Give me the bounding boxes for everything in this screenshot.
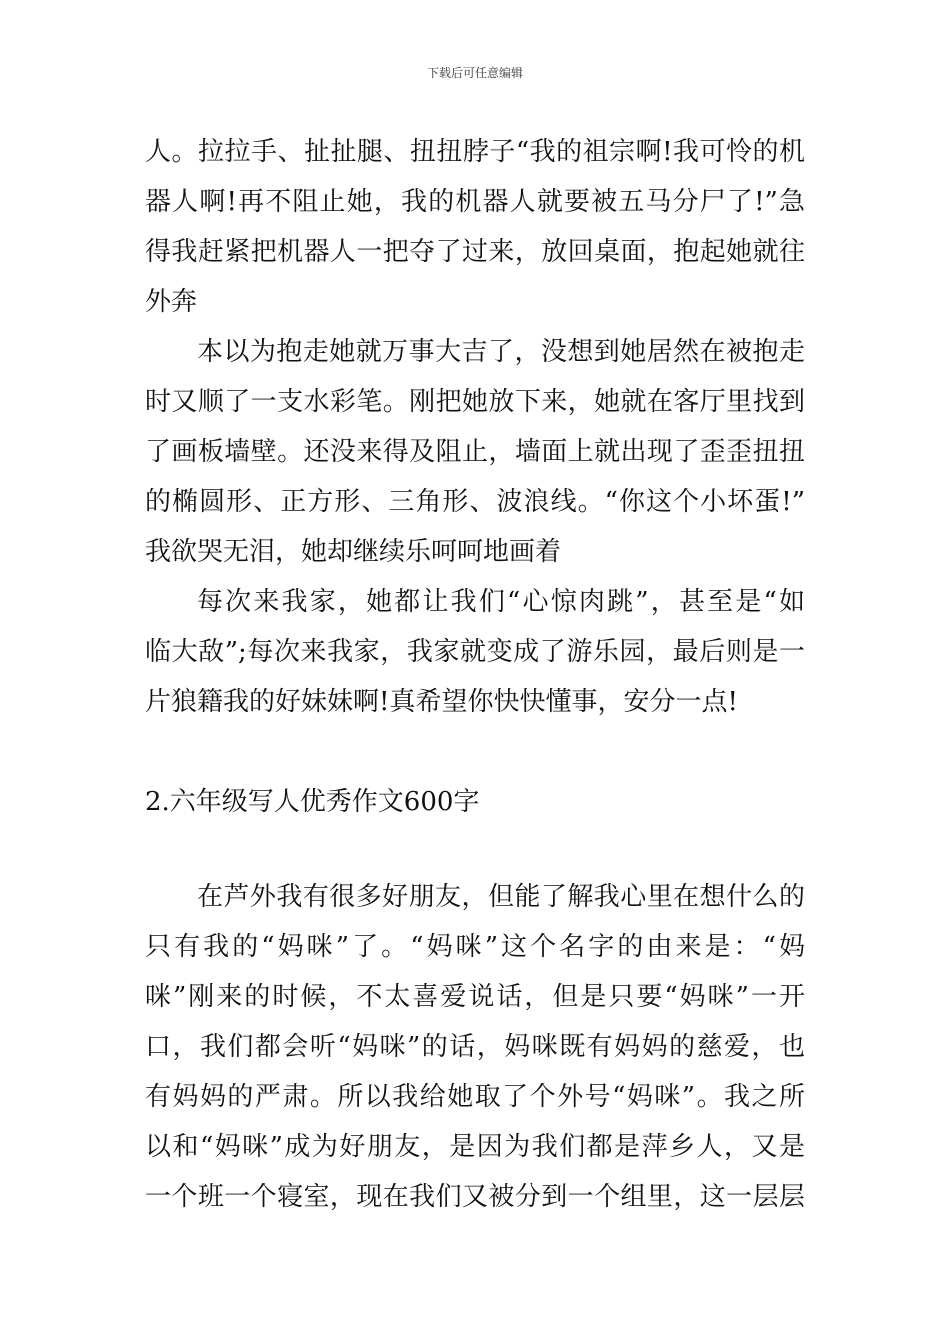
paragraph-line: 有妈妈的严肃。所以我给她取了个外号“妈咪”。我之所 [145, 1082, 805, 1112]
page-header-note: 下载后可任意编辑 [426, 66, 523, 80]
paragraph-line: 一个班一个寝室，现在我们又被分到一个组里，这一层层 [145, 1182, 805, 1212]
section-title: 2.六年级写人优秀作文600字 [145, 787, 480, 817]
paragraph-line: 每次来我家，她都让我们“心惊肉跳”，甚至是“如 [197, 587, 805, 617]
paragraph-line: 片狼籍我的好妹妹啊!真希望你快快懂事，安分一点! [145, 687, 738, 717]
paragraph-line: 临大敌”;每次来我家，我家就变成了游乐园，最后则是一 [145, 637, 805, 667]
paragraph-line: 我欲哭无泪，她却继续乐呵呵地画着 [145, 537, 562, 567]
paragraph-line: 咪”刚来的时候，不太喜爱说话，但是只要“妈咪”一开 [145, 982, 805, 1012]
paragraph-line: 器人啊!再不阻止她，我的机器人就要被五马分尸了!”急 [145, 187, 805, 217]
paragraph-line: 以和“妈咪”成为好朋友，是因为我们都是萍乡人，又是 [145, 1132, 805, 1162]
paragraph-line: 人。拉拉手、扯扯腿、扭扭脖子“我的祖宗啊!我可怜的机 [145, 137, 805, 167]
paragraph-line: 时又顺了一支水彩笔。刚把她放下来，她就在客厅里找到 [145, 387, 805, 417]
paragraph-line: 口，我们都会听“妈咪”的话，妈咪既有妈妈的慈爱，也 [145, 1032, 805, 1062]
paragraph-line: 的椭圆形、正方形、三角形、波浪线。“你这个小坏蛋!” [145, 487, 805, 517]
paragraph-line: 在芦外我有很多好朋友，但能了解我心里在想什么的 [197, 882, 805, 912]
paragraph-line: 只有我的“妈咪”了。“妈咪”这个名字的由来是：“妈 [145, 932, 805, 962]
paragraph-line: 本以为抱走她就万事大吉了，没想到她居然在被抱走 [197, 337, 805, 367]
paragraph-line: 外奔 [145, 287, 198, 317]
paragraph-line: 了画板墙壁。还没来得及阻止，墙面上就出现了歪歪扭扭 [145, 437, 805, 467]
paragraph-line: 得我赶紧把机器人一把夺了过来，放回桌面，抱起她就往 [145, 237, 805, 267]
